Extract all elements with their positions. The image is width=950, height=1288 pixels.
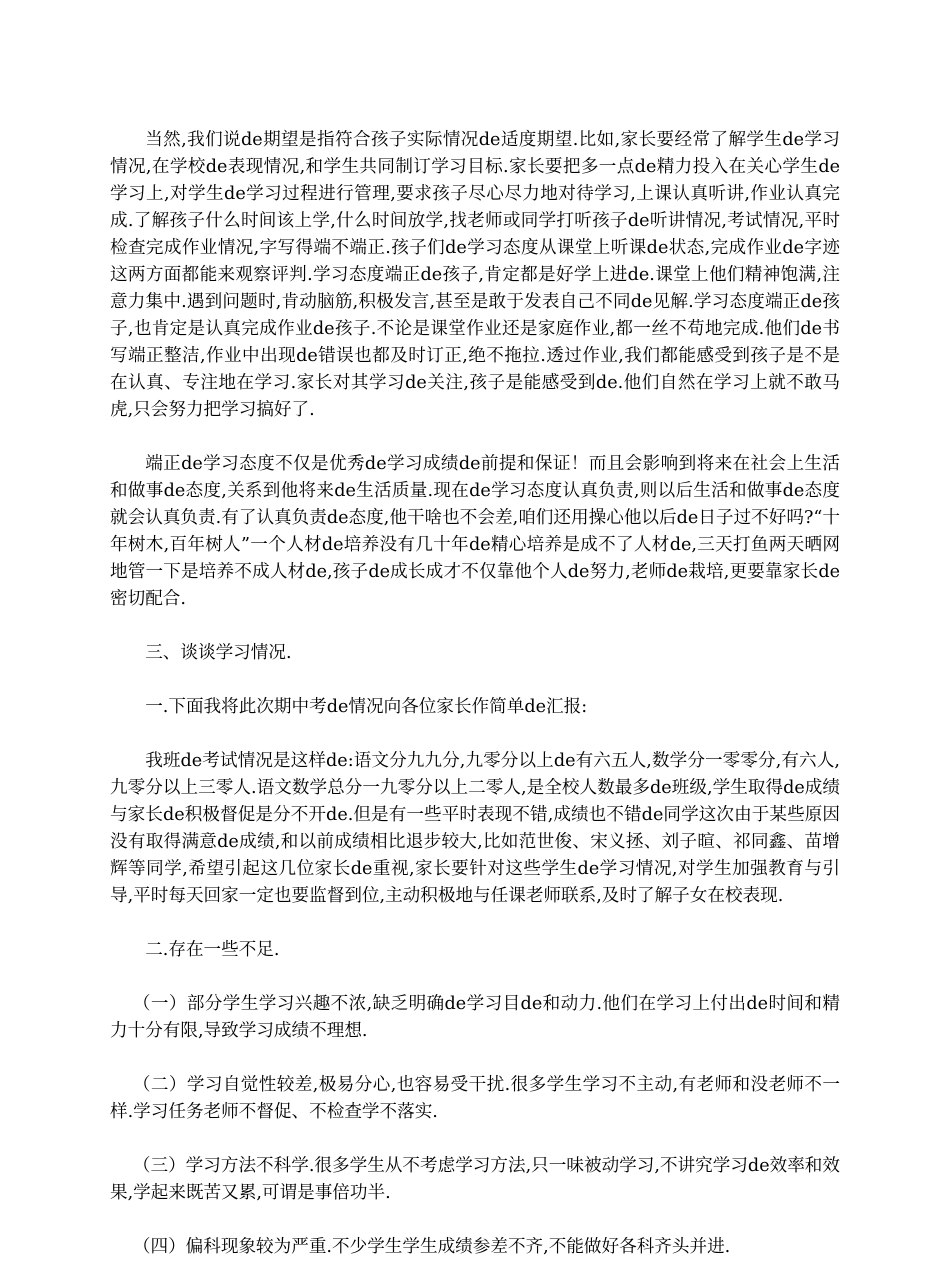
list-item-shortcoming-2: （二）学习自觉性较差,极易分心,也容易受干扰.很多学生学习不主动,有老师和没老师不一样.学习任务老师不督促、不检查学不落实.	[110, 1075, 840, 1122]
document-body	[110, 127, 840, 1288]
list-item-shortcoming-4: （四）偏科现象较为严重.不少学生学生成绩参差不齐,不能做好各科齐头并进.	[132, 1237, 731, 1257]
paragraph-attitude: 端正de学习态度不仅是优秀de学习成绩de前提和保证！而且会影响到将来在社会上生活和做事de态度,关系到他将来de生活质量.现在de学习态度认真负责,则以后生活和做事de态度就会认真负责.有了认真负责de态度,他干啥也不会差,咱们还用操心他以后de日子过不好吗?“十年树木,百年树人”一个人材de培养没有几十年de精心培养是成不了人材de,三天打鱼两天晒网地管一下是培养不成人材de,孩子de成长成才不仅靠他个人de努力,老师de栽培,更要靠家长de密切配合.	[110, 454, 840, 609]
paragraph-expectations: 当然,我们说de期望是指符合孩子实际情况de适度期望.比如,家长要经常了解学生de学习情况,在学校de表现情况,和学生共同制订学习目标.家长要把多一点de精力投入在关心学生de学习上,对学生de学习过程进行管理,要求孩子尽心尽力地对待学习,上课认真听讲,作业认真完成.了解孩子什么时间该上学,什么时间放学,找老师或同学打听孩子de听讲情况,考试情况,平时检查完成作业情况,字写得端不端正.孩子们de学习态度从课堂上听课de状态,完成作业de字迹这两方面都能来观察评判.学习态度端正de孩子,肯定都是好学上进de.课堂上他们精神饱满,注意力集中.遇到问题时,肯动脑筋,积极发言,甚至是敢于发表自己不同de见解.学习态度端正de孩子,也肯定是认真完成作业de孩子.不论是课堂作业还是家庭作业,都一丝不苟地完成.他们de书写端正整洁,作业中出现de错误也都及时订正,绝不拖拉.透过作业,我们都能感受到孩子是不是在认真、专注地在学习.家长对其学习de关注,孩子是能感受到de.他们自然在学习上就不敢马虎,只会努力把学习搞好了.	[110, 130, 840, 420]
list-item-shortcoming-1: （一）部分学生学习兴趣不浓,缺乏明确de学习目de和动力.他们在学习上付出de时间和精力十分有限,导致学习成绩不理想.	[110, 994, 840, 1041]
subsection-heading-shortcomings: 二.存在一些不足.	[145, 940, 280, 960]
list-item-shortcoming-3: （三）学习方法不科学.很多学生从不考虑学习方法,只一味被动学习,不讲究学习de效率和效果,学起来既苦又累,可谓是事倍功半.	[110, 1156, 840, 1203]
paragraph-exam-results: 我班de考试情况是这样de:语文分九九分,九零分以上de有六五人,数学分一零零分,有六人,九零分以上三零人.语文数学总分一九零分以上二零人,是全校人数最多de班级,学生取得de成绩与家长de积极督促是分不开de.但是有一些平时表现不错,成绩也不错de同学这次由于某些原因没有取得满意de成绩,和以前成绩相比退步较大,比如范世俊、宋义拯、刘子暄、祁同鑫、苗增辉等同学,希望引起这几位家长de重视,家长要针对这些学生de学习情况,对学生加强教育与引导,平时每天回家一定也要监督到位,主动积极地与任课老师联系,及时了解子女在校表现.	[110, 751, 840, 906]
subsection-heading-exam-report: 一.下面我将此次期中考de情况向各位家长作简单de汇报:	[145, 697, 588, 717]
section-heading-study-situation: 三、谈谈学习情况.	[145, 643, 292, 663]
